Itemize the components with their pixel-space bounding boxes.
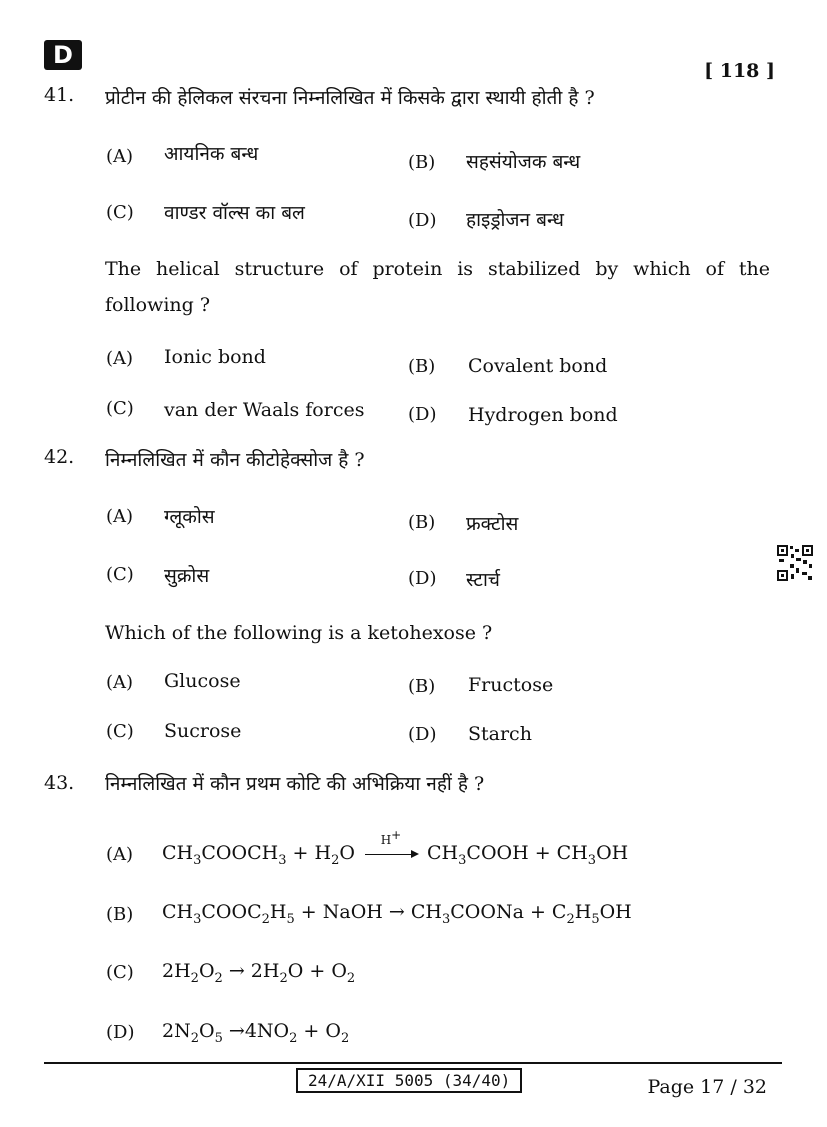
- q41-hi-opt-c: वाण्डर वॉल्स का बल: [164, 202, 305, 224]
- catalyst-label: H: [380, 833, 392, 847]
- q42-hi-opt-b: फ्रक्टोस: [466, 513, 519, 535]
- question-number-43: 43.: [44, 772, 75, 794]
- question-42-english: Which of the following is a ketohexose ?: [105, 622, 493, 644]
- q42-en-opt-a-label: (A): [106, 672, 134, 693]
- q43-opt-d-label: (D): [106, 1022, 135, 1043]
- q41-hi-opt-d: हाइड्रोजन बन्ध: [466, 209, 564, 231]
- q42-hi-opt-b-label: (B): [408, 512, 436, 533]
- q42-hi-opt-d-label: (D): [408, 568, 437, 589]
- question-41-hindi: प्रोटीन की हेलिकल संरचना निम्नलिखित में किसके द्वारा स्थायी होती है ?: [105, 87, 595, 109]
- q41-en-opt-a-label: (A): [106, 348, 134, 369]
- footer-paper-code: 24/A/XII 5005 (34/40): [296, 1068, 522, 1093]
- q43-opt-c-equation: $2H_2O_2 \to 2H_2O + O_2$: [162, 960, 356, 986]
- q41-hi-opt-b-label: (B): [408, 152, 436, 173]
- question-42-hindi: निम्नलिखित में कौन कीटोहेक्सोज है ?: [105, 449, 365, 471]
- q43-opt-c-label: (C): [106, 962, 134, 983]
- q41-hi-opt-d-label: (D): [408, 210, 437, 231]
- q41-en-opt-c: van der Waals forces: [164, 399, 365, 421]
- q41-hi-opt-a-label: (A): [106, 146, 134, 167]
- q42-en-opt-b: Fructose: [468, 674, 554, 696]
- reaction-arrow: H+: [365, 842, 417, 864]
- q41-hi-opt-b: सहसंयोजक बन्ध: [466, 151, 581, 173]
- q43-opt-b-label: (B): [106, 904, 134, 925]
- question-number-41: 41.: [44, 84, 75, 106]
- q41-hi-opt-a: आयनिक बन्ध: [164, 143, 259, 165]
- q42-en-opt-a: Glucose: [164, 670, 241, 692]
- question-41-english-line2: following ?: [105, 294, 211, 316]
- q42-en-opt-c-label: (C): [106, 721, 134, 742]
- q42-hi-opt-c-label: (C): [106, 564, 134, 585]
- q41-en-opt-a: Ionic bond: [164, 346, 266, 368]
- q42-en-opt-d: Starch: [468, 723, 532, 745]
- q41-hi-opt-c-label: (C): [106, 202, 134, 223]
- q41-en-opt-d-label: (D): [408, 404, 437, 425]
- q42-en-opt-c: Sucrose: [164, 720, 242, 742]
- q42-en-opt-d-label: (D): [408, 724, 437, 745]
- question-number-42: 42.: [44, 446, 75, 468]
- q41-en-opt-b: Covalent bond: [468, 355, 608, 377]
- logo: D: [44, 40, 82, 70]
- footer-rule: [44, 1062, 782, 1064]
- page-number: Page 17 / 32: [647, 1076, 767, 1098]
- q41-en-opt-d: Hydrogen bond: [468, 404, 618, 426]
- q43-opt-d-equation: $2N_2O_5 \to 4NO_2 + O_2$: [162, 1020, 350, 1046]
- q43-opt-a-label: (A): [106, 844, 134, 865]
- q42-hi-opt-d: स्टार्च: [466, 569, 500, 591]
- question-43-hindi: निम्नलिखित में कौन प्रथम कोटि की अभिक्रिया नहीं है ?: [105, 773, 485, 795]
- paper-code: [ 118 ]: [704, 60, 775, 82]
- q41-en-opt-b-label: (B): [408, 356, 436, 377]
- q42-hi-opt-a: ग्लूकोस: [164, 506, 215, 528]
- q43-opt-b-equation: $CH_3COOC_2H_5$ + NaOH → $CH_3COONa + C_2H_5OH$: [162, 901, 632, 927]
- q42-hi-opt-a-label: (A): [106, 506, 134, 527]
- q41-en-opt-c-label: (C): [106, 398, 134, 419]
- q43-opt-a-equation: $CH_3COOCH_3 + H_2O$ H+ $CH_3COOH + CH_3OH$: [162, 828, 629, 868]
- q42-en-opt-b-label: (B): [408, 676, 436, 697]
- question-41-english-line1: The helical structure of protein is stabilized by which of the: [105, 258, 770, 280]
- q42-hi-opt-c: सुक्रोस: [164, 565, 210, 587]
- qr-code-icon: [776, 544, 814, 582]
